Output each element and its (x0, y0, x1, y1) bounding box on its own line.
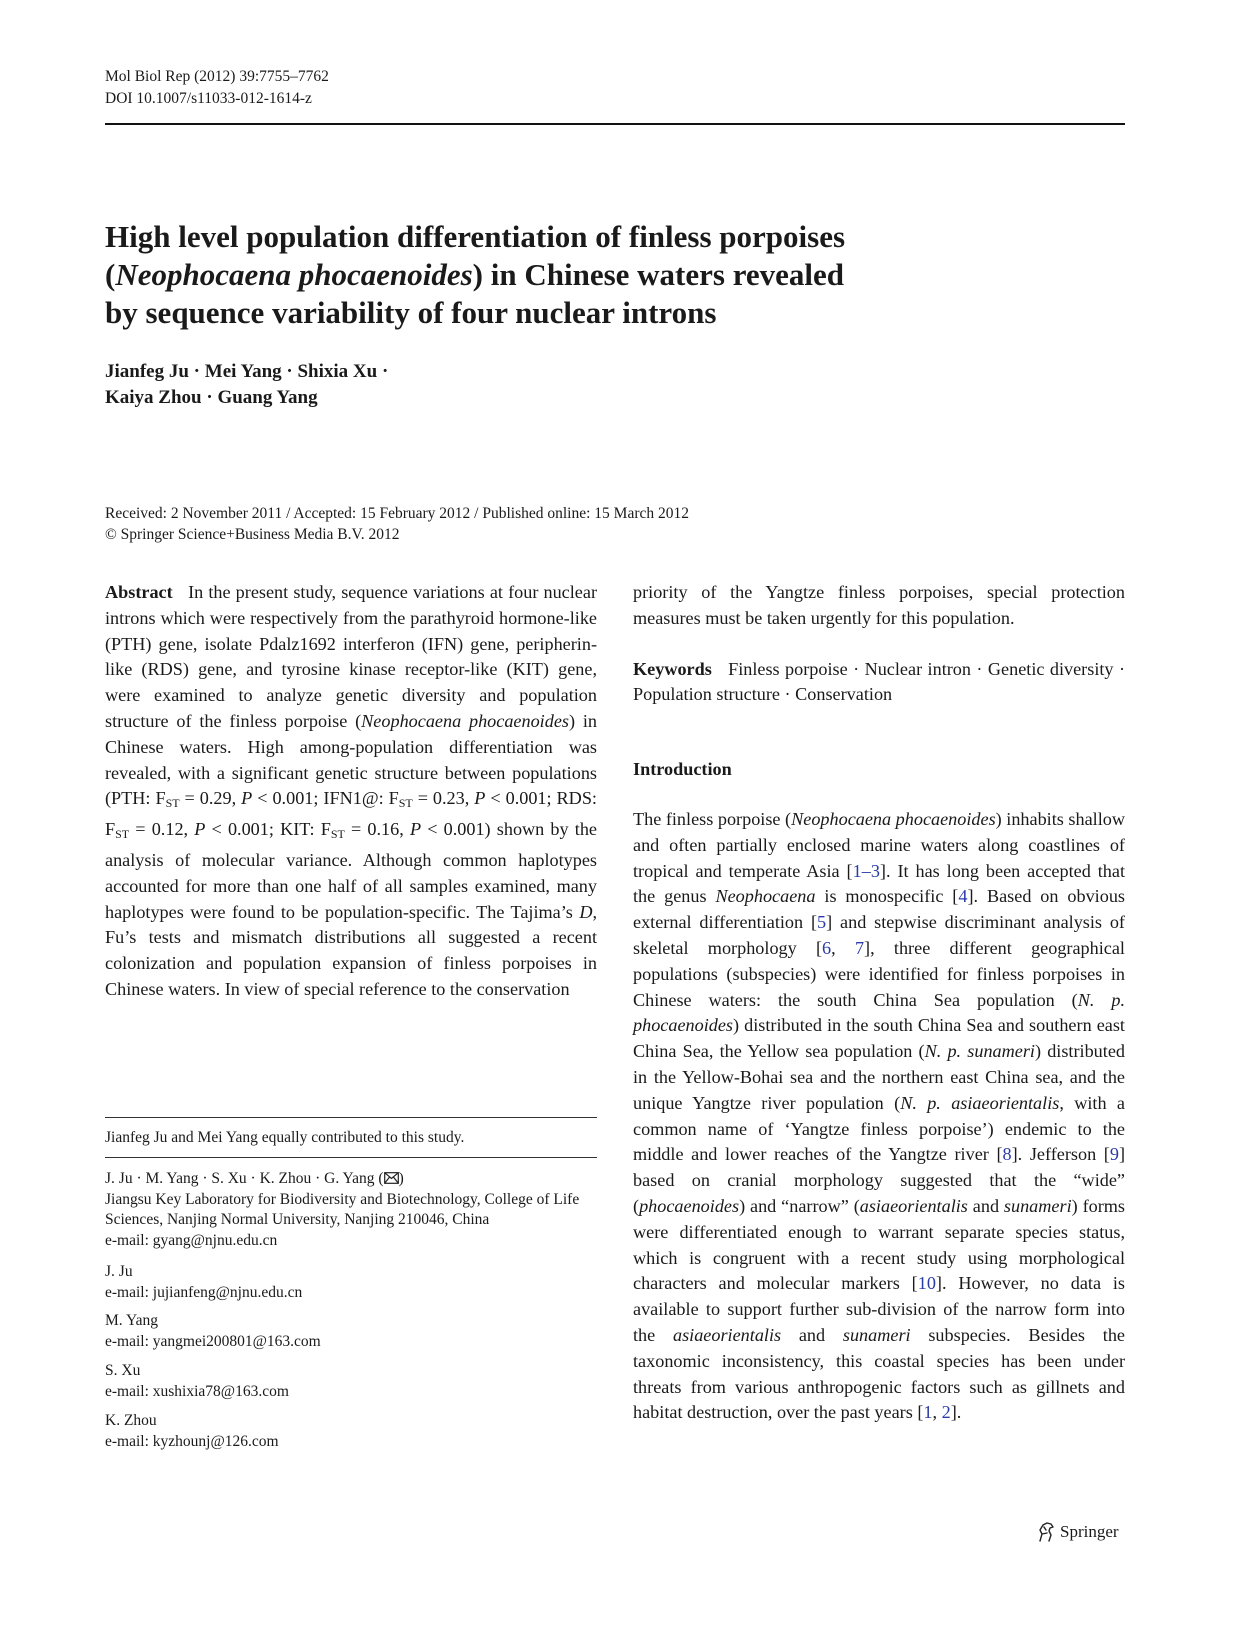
contact-email[interactable]: e-mail: yangmei200801@163.com (105, 1332, 321, 1350)
contact-name: M. Yang (105, 1312, 158, 1329)
header-rule (105, 123, 1125, 125)
title-line-2-rest: in Chinese waters revealed (483, 257, 845, 292)
citation-link[interactable]: 6 (822, 937, 832, 958)
contact-zhou (105, 1411, 597, 1452)
contact-xu (105, 1361, 597, 1402)
citation-link[interactable]: 1 (923, 1402, 933, 1423)
publisher-logo (1036, 1521, 1119, 1543)
affiliation-address: Jiangsu Key Laboratory for Biodiversity and Biotechnology, College of Life Sciences, Nanjing Normal University, Nanjing 210046, China (105, 1190, 580, 1228)
contact-yang (105, 1311, 597, 1352)
citation-link[interactable]: 8 (1002, 1144, 1012, 1165)
springer-horse-icon (1036, 1521, 1056, 1543)
introduction-paragraph: The finless porpoise (Neophocaena phocaenoides) inhabits shallow and often partially enclosed marine waters along coastlines of tropical and temperate Asia [1–3]. It has long been accepted that the genus Neophocaena is monospecific [4]. Based on obvious external differentiation [5] and stepwise discriminant analysis of skeletal morphology [6, 7], three different geographical populations (subspecies) were identified for finless porpoises in Chinese waters: the south China Sea population (N. p. phocaenoides) distributed in the south China Sea and southern east China Sea, the Yellow sea population (N. p. sunameri) distributed in the Yellow-Bohai sea and the northern east China sea, and the unique Yangtze river population (N. p. asiaeorientalis, with a common name of ‘Yangtze finless porpoise’) endemic to the middle and lower reaches of the Yangtze river [8]. Jefferson [9] based on cranial morphology suggested that the “wide” (phocaenoides) and “narrow” (asiaeorientalis and sunameri) forms were differentiated enough to warrant separate species status, which is congruent with a recent study using morphological characters and molecular markers [10]. However, no data is available to support further sub-division of the narrow form into the asiaeorientalis and sunameri subspecies. Besides the taxonomic inconsistency, this coastal species has been under threats from various anthropogenic factors such as gillnets and habitat destruction, over the past years [1, 2]. (633, 808, 1125, 1423)
citation-link[interactable]: 10 (917, 1273, 936, 1294)
citation-link[interactable]: 7 (854, 937, 865, 958)
introduction-heading: Introduction (633, 759, 732, 780)
contact-name: J. Ju (105, 1263, 133, 1280)
authors-line-1: Jianfeg Ju · Mei Yang · Shixia Xu · (105, 361, 389, 382)
affiliation-block (105, 1169, 597, 1251)
journal-header (105, 66, 329, 110)
contact-email[interactable]: e-mail: jujianfeng@njnu.edu.cn (105, 1283, 303, 1301)
title-line-1: High level population differentiation of finless porpoises (105, 219, 846, 254)
publisher-name: Springer (1060, 1522, 1119, 1541)
right-column (633, 580, 1125, 1426)
citation-link[interactable]: 2 (941, 1402, 951, 1423)
authors-line-2: Kaiya Zhou · Guang Yang (105, 387, 318, 408)
contact-name: S. Xu (105, 1362, 141, 1379)
contact-email[interactable]: e-mail: kyzhounj@126.com (105, 1432, 279, 1450)
contact-email[interactable]: e-mail: xushixia78@163.com (105, 1382, 289, 1400)
title-line-2: (Neophocaena phocaenoides) in Chinese waters revealed (105, 257, 845, 292)
corresponding-email[interactable]: e-mail: gyang@njnu.edu.cn (105, 1231, 278, 1249)
publication-dates (105, 503, 689, 545)
citation-link[interactable]: 4 (958, 886, 968, 907)
contact-name: K. Zhou (105, 1412, 157, 1429)
abstract-paragraph: Abstract In the present study, sequence variations at four nuclear introns which were respectively from the parathyroid hormone-like (PTH) gene, isolate Pdalz1692 interferon (IFN) gene, peripherin-like (RDS) gene, and tyrosine kinase receptor-like (KIT) gene, were examined to analyze genetic diversity and population structure of the finless porpoise (Neophocaena phocaenoides) in Chinese waters. High among-population differentiation was revealed, with a significant genetic structure between populations (PTH: $F_{ST} = 0.29$, P < 0.001; IFN1@: $F_{ST} = 0.23$, P < 0.001; RDS: $F_{ST} = 0.12$, P < 0.001; KIT: $F_{ST} = 0.16$, P < 0.001) shown by the analysis of molecular variance. Although common haplotypes accounted for more than one half of all samples examined, many haplotypes were found to be population-specific. The Tajima’s D, Fu’s tests and mismatch distributions all suggested a recent colonization and population expansion of finless porpoises in Chinese waters. In view of special reference to the conservation (105, 582, 598, 999)
received-accepted-published: Received: 2 November 2011 / Accepted: 15 February 2012 / Published online: 15 March 2012 (105, 505, 689, 522)
keywords (633, 657, 1125, 709)
citation-link[interactable]: 1–3 (852, 860, 880, 881)
keywords-heading: Keywords (633, 658, 712, 679)
contact-ju (105, 1262, 597, 1303)
title-species: Neophocaena phocaenoides (115, 257, 473, 292)
journal-doi: DOI 10.1007/s11033-012-1614-z (105, 90, 312, 107)
journal-citation: Mol Biol Rep (2012) 39:7755–7762 (105, 68, 329, 85)
title-line-3: by sequence variability of four nuclear introns (105, 295, 717, 330)
paper-title (105, 218, 1105, 332)
copyright-line: © Springer Science+Business Media B.V. 2012 (105, 526, 400, 543)
keywords-list: Finless porpoise · Nuclear intron · Genetic diversity · Population structure · Conservation (633, 658, 1125, 705)
citation-link[interactable]: 9 (1109, 1144, 1119, 1165)
footnote-rule-bottom (105, 1157, 597, 1158)
footnote-rule-top (105, 1117, 597, 1118)
citation-link[interactable]: 5 (817, 912, 827, 933)
equal-contribution-note: Jianfeg Ju and Mei Yang equally contributed to this study. (105, 1129, 465, 1146)
abstract-heading: Abstract (105, 582, 173, 602)
abstract-continuation: priority of the Yangtze finless porpoises, special protection measures must be taken urgently for this population. (633, 582, 1125, 628)
abstract-section (105, 580, 597, 1003)
envelope-icon (384, 1170, 399, 1187)
affiliation-authors: J. Ju · M. Yang · S. Xu · K. Zhou · G. Yang ( ) (105, 1170, 404, 1187)
author-list (105, 359, 388, 411)
